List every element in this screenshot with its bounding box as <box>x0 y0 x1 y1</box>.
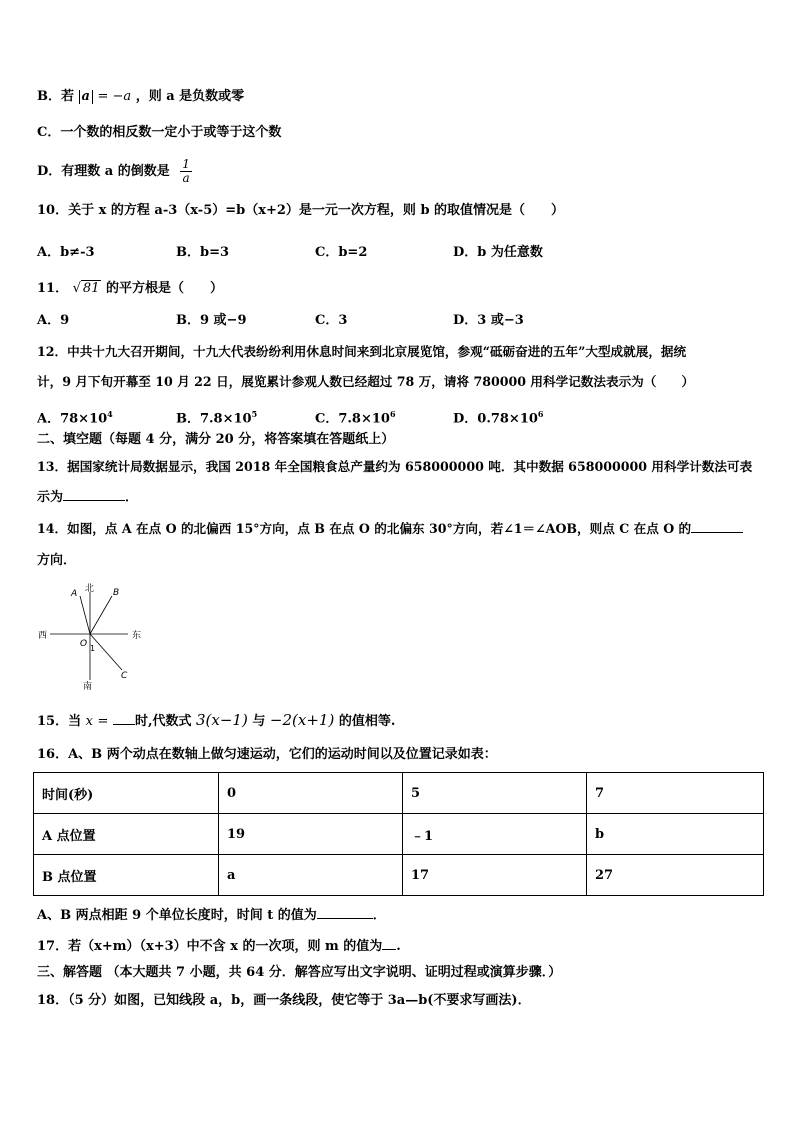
q9-d-denominator: a <box>182 171 190 185</box>
q16-suffix: ． <box>372 908 386 923</box>
q11-sqrt: √ 81 <box>72 281 100 296</box>
q9-b-equation: = −a <box>97 89 132 104</box>
q16-answer-blank[interactable] <box>317 918 373 919</box>
table-cell: B 点位置 <box>34 855 219 896</box>
q14-line1-text: 14．如图，点 A 在点 O 的北偏西 15°方向，点 B 在点 O 的北偏东 30°方向，若∠1＝∠AOB，则点 C 在点 O 的 <box>37 521 692 536</box>
ray-ob <box>90 596 112 634</box>
table-cell: 19 <box>219 814 403 855</box>
q13-answer-blank[interactable] <box>63 500 125 501</box>
q10-stem: 10．关于 x 的方程 a-3（x-5）=b（x+2）是一元一次方程，则 b 的取值情况是（ ） <box>37 203 565 218</box>
q12-d-exp: 6 <box>537 409 544 419</box>
label-c: C <box>121 671 128 681</box>
q15-variable-x: x <box>85 714 93 729</box>
q11-option-c: C．3 <box>315 313 348 328</box>
q16-stem: 16．A、B 两个动点在数轴上做匀速运动，它们的运动时间以及位置记录如表： <box>37 747 497 762</box>
section3-heading: 三、解答题 （本大题共 7 小题，共 64 分．解答应写出文字说明、证明过程或演算步骤．） <box>37 965 562 980</box>
q15-stem <box>37 711 395 731</box>
table-cell: ﹣1 <box>403 814 587 855</box>
q11-option-b: B．9 或−9 <box>176 313 247 328</box>
q17-text: 17．若（x+m）（x+3）中不含 x 的一次项，则 m 的值为 <box>37 939 383 954</box>
table-cell: 7 <box>587 773 764 814</box>
q15-mid-text: 时,代数式 <box>134 714 192 729</box>
ray-oa <box>80 596 90 634</box>
table-row <box>34 814 764 855</box>
q10-option-b: B．b=3 <box>176 245 230 260</box>
q12-option-a <box>37 405 113 428</box>
table-cell: 27 <box>587 855 764 896</box>
q11-option-a: A．9 <box>37 313 70 328</box>
q13-line2 <box>37 489 138 507</box>
table-cell: 5 <box>403 773 587 814</box>
table-cell: 17 <box>403 855 587 896</box>
q10-option-c: C．b=2 <box>315 245 368 260</box>
label-a: A <box>71 589 78 599</box>
table-row <box>34 855 764 896</box>
q17-stem <box>37 938 401 956</box>
q12-b-base: B．7.8×10 <box>176 411 252 427</box>
label-south: 南 <box>83 682 93 692</box>
q11-stem-text: 的平方根是（ ） <box>106 281 224 296</box>
q15-answer-blank[interactable] <box>113 724 135 725</box>
label-angle-1: 1 <box>90 644 96 653</box>
q16-question-text: A、B 两点相距 9 个单位长度时，时间 t 的值为 <box>37 908 317 923</box>
q12-d-base: D．0.78×10 <box>453 411 538 427</box>
q12-option-c <box>315 405 396 428</box>
q9-option-b <box>37 88 244 106</box>
q16-question <box>37 907 386 925</box>
q14-answer-blank[interactable] <box>691 532 743 533</box>
q18-stem: 18．（5 分）如图，已知线段 a，b，画一条线段，使它等于 3a—b(不要求写画法)． <box>37 993 531 1008</box>
q12-line2: 计，9 月下旬开幕至 10 月 22 日，展览累计参观人数已经超过 78 万，请将 780000 用科学记数法表示为（ ） <box>37 374 695 389</box>
q17-suffix: . <box>396 939 401 954</box>
q9-d-fraction <box>180 158 192 185</box>
q16-table <box>33 772 764 896</box>
q10-option-a: A．b≠-3 <box>37 245 95 260</box>
q9-b-prefix: B．若 <box>37 89 74 104</box>
q17-answer-blank[interactable] <box>382 949 396 950</box>
q12-option-b <box>176 405 257 428</box>
table-cell: a <box>219 855 403 896</box>
q12-a-exp: 4 <box>107 409 113 419</box>
q14-direction-figure <box>36 580 146 692</box>
q11-radicand: 81 <box>82 281 100 296</box>
q9-b-abs-value: a <box>79 90 93 104</box>
q11-number: 11． <box>37 281 69 296</box>
q9-d-numerator: 1 <box>182 157 190 171</box>
q11-stem <box>37 280 223 298</box>
table-cell: A 点位置 <box>34 814 219 855</box>
q14-line1 <box>37 520 743 538</box>
table-cell: 0 <box>219 773 403 814</box>
q15-expression-1: 3(x−1) <box>196 711 248 729</box>
q13-suffix: ． <box>125 490 139 505</box>
q15-with: 与 <box>252 714 266 729</box>
q14-line2: 方向． <box>37 553 77 568</box>
label-north: 北 <box>85 584 95 594</box>
q15-equals: = <box>97 714 109 729</box>
q9-option-d <box>37 158 192 185</box>
q15-expression-2: −2(x+1) <box>269 711 335 729</box>
q12-c-base: C．7.8×10 <box>315 411 390 427</box>
q15-suffix: 的值相等. <box>338 714 396 729</box>
section2-heading: 二、填空题（每题 4 分，满分 20 分，将答案填在答题纸上） <box>37 432 395 447</box>
q13-prefix: 示为 <box>37 490 64 505</box>
table-row <box>34 773 764 814</box>
label-o: O <box>80 639 88 649</box>
q12-line1: 12．中共十九大召开期间，十九大代表纷纷利用休息时间来到北京展览馆，参观“砥砺奋进的五年”大型成就展，据统 <box>37 344 687 359</box>
q9-option-c: C．一个数的相反数一定小于或等于这个数 <box>37 125 282 140</box>
table-cell: 时间(秒) <box>34 773 219 814</box>
q9-b-suffix: ，则 a 是负数或零 <box>135 89 245 104</box>
q15-prefix: 15．当 <box>37 714 82 729</box>
q13-line1: 13．据国家统计局数据显示，我国 2018 年全国粮食总产量约为 658000000 吨．其中数据 658000000 用科学计数法可表 <box>37 459 753 474</box>
q12-option-d <box>453 405 544 428</box>
label-b: B <box>113 588 120 598</box>
q11-option-d: D．3 或−3 <box>453 313 524 328</box>
q12-c-exp: 6 <box>389 409 396 419</box>
table-cell: b <box>587 814 764 855</box>
q9-d-prefix: D．有理数 a 的倒数是 <box>37 164 170 179</box>
label-east: 东 <box>132 631 142 641</box>
q10-option-d: D．b 为任意数 <box>453 245 543 260</box>
q12-b-exp: 5 <box>251 409 258 419</box>
label-west: 西 <box>38 631 48 641</box>
q12-a-base: A．78×10 <box>37 411 108 427</box>
